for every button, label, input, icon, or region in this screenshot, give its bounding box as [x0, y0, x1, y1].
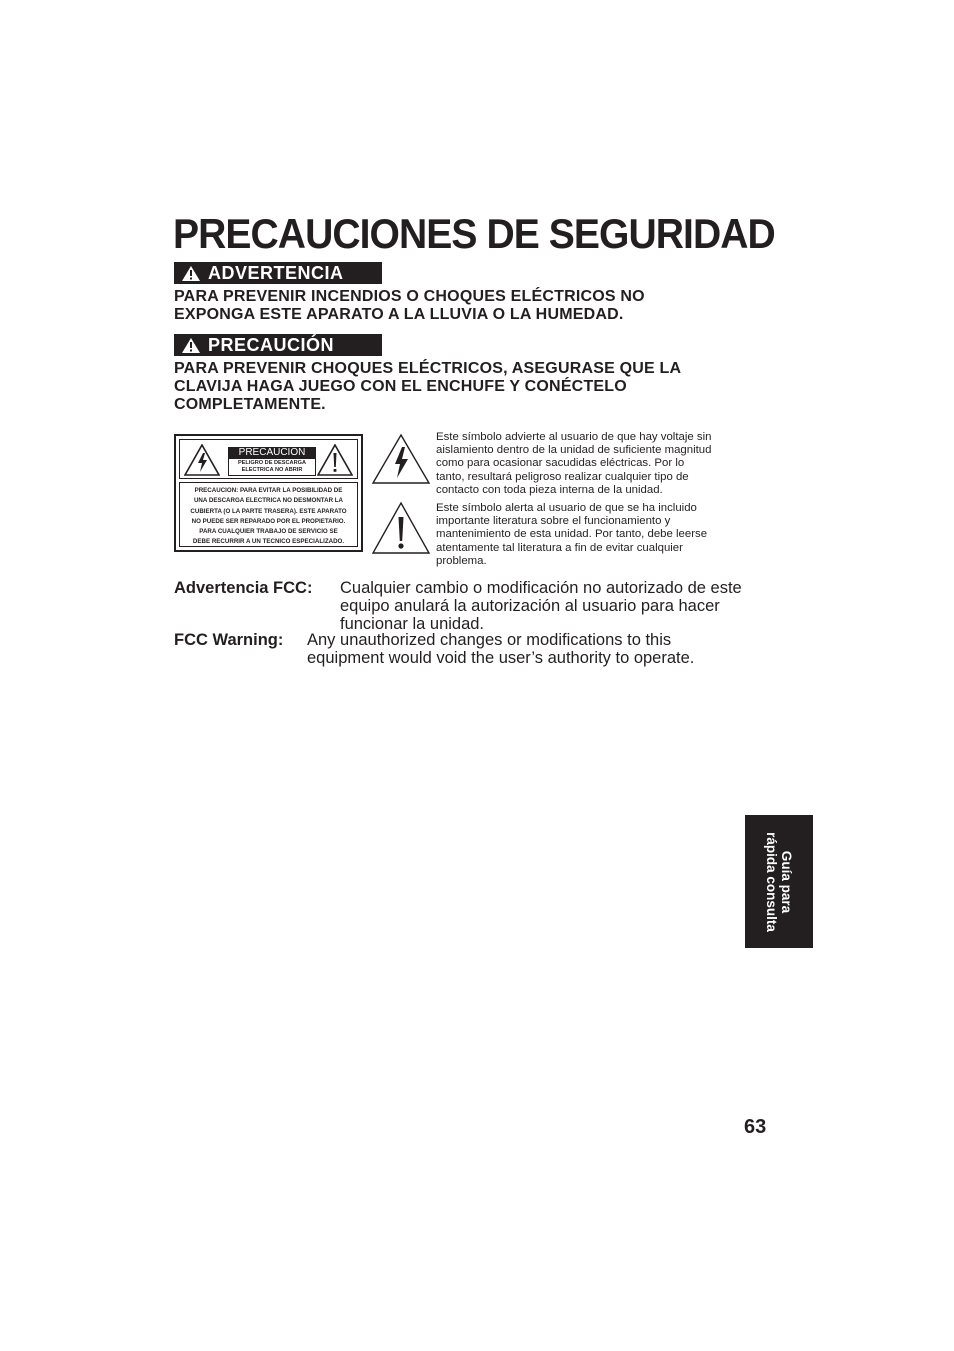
side-tab-line: Guía para [779, 850, 794, 913]
symbol-text-line: como para ocasionar sacudidas eléctricas. Por lo [436, 457, 685, 470]
caution-label-body-line: PRECAUCION: PARA EVITAR LA POSIBILIDAD DE [194, 487, 343, 494]
page-number: 63 [744, 1116, 767, 1138]
symbol-text-line: problema. [436, 554, 487, 567]
advertencia-label-text: ADVERTENCIA [208, 262, 344, 283]
precaucion-label-text: PRECAUCIÓN [208, 334, 335, 355]
fcc-es-key: Advertencia FCC: [174, 579, 313, 597]
symbol-text-line: atentamente tal literatura a fin de evitar cualquier [436, 541, 683, 554]
precaucion-text-line: COMPLETAMENTE. [174, 396, 326, 413]
caution-label-body-line: DEBE RECURRIR A UN TECNICO ESPECIALIZADO. [192, 538, 345, 546]
symbol-text-line: contacto con toda pieza interna de la unidad. [436, 483, 663, 496]
caution-label-sub-line: ELECTRICA NO ABRIR [241, 467, 303, 473]
symbol-text-line: mantenimiento de esta unidad. Por tanto, debe leerse [436, 528, 708, 541]
symbol-text-line: aislamiento dentro de la unidad de suficiente magnitud [436, 444, 712, 457]
precaucion-text [174, 360, 681, 414]
caution-label-body-line: NO PUEDE SER REPARADO POR EL PROPIETARIO. [191, 517, 346, 525]
warning-triangle-icon [174, 337, 208, 354]
advertencia-text [174, 288, 645, 324]
lightning-triangle-icon [184, 444, 220, 476]
exclamation-triangle-icon [317, 444, 353, 476]
page-title: PRECAUCIONES DE SEGURIDAD [173, 210, 775, 257]
lightning-triangle-icon [371, 433, 431, 485]
caution-label [174, 434, 363, 552]
caution-label-center [228, 447, 316, 476]
fcc-en-line: Any unauthorized changes or modifications to this [307, 631, 672, 649]
advertencia-text-line: PARA PREVENIR INCENDIOS O CHOQUES ELÉCTRICOS NO [174, 288, 645, 305]
side-tab-line: rápida consulta [764, 831, 779, 932]
caution-label-head: PRECAUCION [228, 447, 316, 459]
precaucion-text-line: CLAVIJA HAGA JUEGO CON EL ENCHUFE Y CONÉCTELO [174, 378, 627, 395]
fcc-es-line: funcionar la unidad. [340, 615, 485, 633]
side-tab [745, 815, 813, 948]
caution-label-body-line: UNA DESCARGA ELECTRICA NO DESMONTAR LA [193, 497, 344, 505]
lightning-symbol-text [436, 431, 711, 497]
precaucion-label [174, 334, 382, 356]
fcc-en-key: FCC Warning: [174, 631, 284, 649]
caution-label-sub-line: PELIGRO DE DESCARGA [237, 460, 307, 466]
caution-label-header [179, 439, 358, 479]
fcc-es-line: Cualquier cambio o modificación no autorizado de este [340, 579, 742, 597]
caution-label-body-line: CUBIERTA (O LA PARTE TRASERA). ESTE APARATO [190, 507, 347, 515]
fcc-es-line: equipo anulará la autorización al usuario para hacer [340, 597, 720, 615]
caution-label-sub [228, 459, 316, 476]
side-tab-label [764, 832, 794, 932]
fcc-en-line: equipment would void the user’s authority to operate. [307, 649, 695, 667]
caution-label-body [179, 482, 358, 547]
symbol-text-line: Este símbolo alerta al usuario de que se ha incluido [436, 502, 697, 514]
caution-label-body-line: PARA CUALQUIER TRABAJO DE SERVICIO SE [199, 528, 338, 536]
symbol-text-line: importante literatura sobre el funcionamiento y [436, 515, 671, 528]
symbol-text-line: tanto, resultará peligroso realizar cualquier tipo de [436, 470, 689, 483]
fcc-en-text [307, 631, 694, 667]
fcc-es-text [340, 579, 742, 633]
advertencia-label [174, 262, 382, 284]
symbol-text-line: Este símbolo advierte al usuario de que hay voltaje sin [436, 431, 712, 443]
precaucion-text-line: PARA PREVENIR CHOQUES ELÉCTRICOS, ASEGURASE QUE LA [174, 360, 682, 377]
exclamation-symbol-text [436, 502, 707, 568]
exclamation-triangle-icon [371, 501, 431, 555]
warning-triangle-icon [174, 265, 208, 282]
advertencia-text-line: EXPONGA ESTE APARATO A LA LLUVIA O LA HUMEDAD. [174, 306, 624, 323]
